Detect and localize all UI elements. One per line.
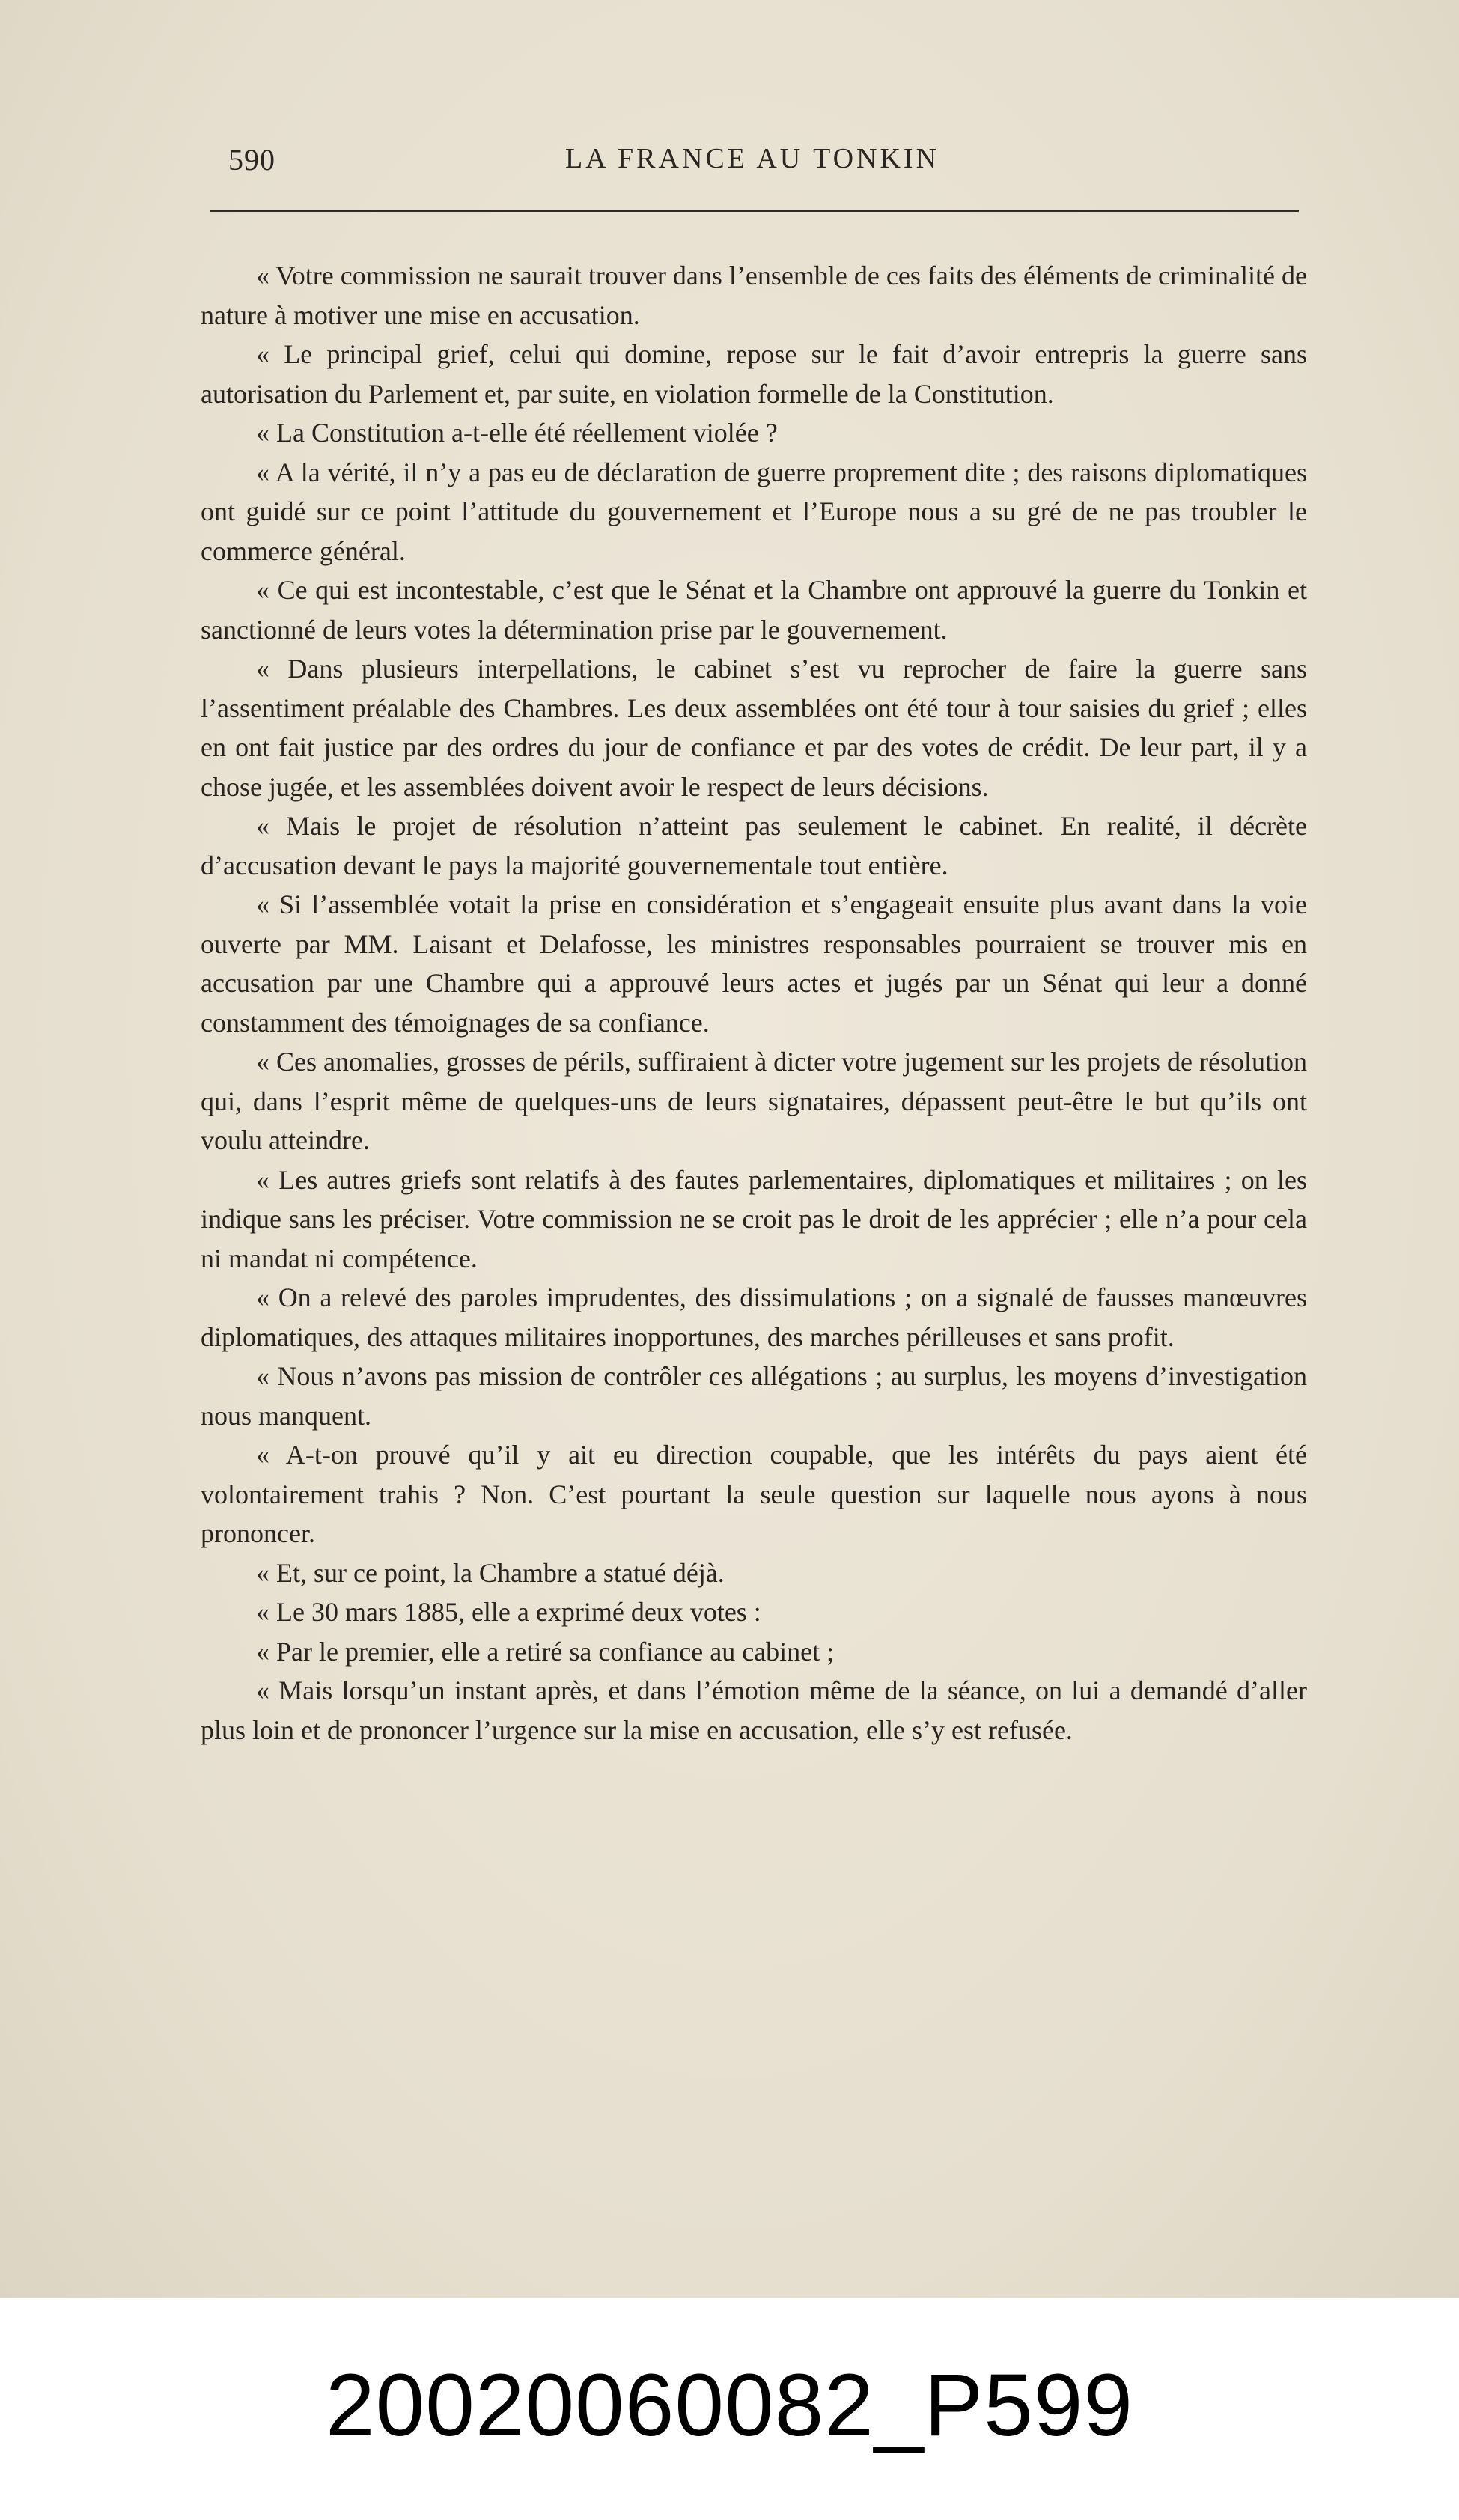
paragraph: « On a relevé des paroles imprudentes, des dissimulations ; on a signalé de fausses manœuvres diplomatiques, des attaques militaires inopportunes, des marches périlleuses et sans profit. xyxy=(201,1282,1307,1352)
paragraph: « Par le premier, elle a retiré sa confiance au cabinet ; xyxy=(256,1636,835,1667)
paragraph: « Si l’assemblée votait la prise en considération et s’engageait ensuite plus avant dans la voie ouverte par MM. Laisant et Delafosse, les ministres responsables pourraient se trouver mis en accusation par une Chambre qui a approuvé leurs actes et jugés par un Sénat qui leur a donné constamment des témoignages de sa confiance. xyxy=(201,889,1307,1038)
paragraph: « Votre commission ne saurait trouver dans l’ensemble de ces faits des éléments de criminalité de nature à motiver une mise en accusation. xyxy=(201,261,1307,330)
paragraph: « Nous n’avons pas mission de contrôler ces allégations ; au surplus, les moyens d’investigation nous manquent. xyxy=(201,1361,1307,1431)
page-number: 590 xyxy=(228,143,275,177)
running-title: LA FRANCE AU TONKIN xyxy=(564,143,940,174)
body-text xyxy=(201,256,1307,1750)
paragraph: « Ces anomalies, grosses de périls, suffiraient à dicter votre jugement sur les projets de résolution qui, dans l’esprit même de quelques-uns de leurs signataires, dépassent peut-être le but qu’ils ont voulu atteindre. xyxy=(201,1047,1307,1155)
paragraph: « Et, sur ce point, la Chambre a statué déjà. xyxy=(256,1557,725,1588)
paragraph: « Le 30 mars 1885, elle a exprimé deux votes : xyxy=(256,1597,761,1627)
paragraph: « Dans plusieurs interpellations, le cabinet s’est vu reprocher de faire la guerre sans l’assentiment préalable des Chambres. Les deux assemblées ont été tour à tour saisies du grief ; elles en ont fait justice par des ordres du jour de confiance et par des votes de crédit. De leur part, il y a chose jugée, et les assemblées doivent avoir le respect de leurs décisions. xyxy=(201,654,1307,802)
paragraph: « A la vérité, il n’y a pas eu de déclaration de guerre proprement dite ; des raisons diplomatiques ont guidé sur ce point l’attitude du gouvernement et l’Europe nous a su gré de ne pas troubler le commerce général. xyxy=(201,457,1307,566)
paragraph: « Les autres griefs sont relatifs à des fautes parlementaires, diplomatiques et militaires ; on les indique sans les préciser. Votre commission ne se croit pas le droit de les apprécier ; elle n’a pour cela ni mandat ni compétence. xyxy=(201,1164,1307,1273)
paragraph: « Mais le projet de résolution n’atteint pas seulement le cabinet. En realité, il décrète d’accusation devant le pays la majorité gouvernementale tout entière. xyxy=(201,811,1307,880)
paragraph: « Le principal grief, celui qui domine, repose sur le fait d’avoir entrepris la guerre sans autorisation du Parlement et, par suite, en violation formelle de la Constitution. xyxy=(201,339,1307,409)
paragraph: « Ce qui est incontestable, c’est que le Sénat et la Chambre ont approuvé la guerre du Tonkin et sanctionné de leurs votes la détermination prise par le gouvernement. xyxy=(201,575,1307,645)
image-identifier: 20020060082_P599 xyxy=(325,2356,1134,2455)
running-head xyxy=(202,142,1303,187)
paragraph: « La Constitution a-t-elle été réellement violée ? xyxy=(256,418,778,448)
header-rule xyxy=(210,210,1299,212)
paragraph: « Mais lorsqu’un instant après, et dans l’émotion même de la séance, on lui a demandé d’aller plus loin et de prononcer l’urgence sur la mise en accusation, elle s’y est refusée. xyxy=(201,1676,1307,1745)
paragraph: « A-t-on prouvé qu’il y ait eu direction coupable, que les intérêts du pays aient été volontairement trahis ? Non. C’est pourtant la seule question sur laquelle nous ayons à nous prononcer. xyxy=(201,1440,1307,1548)
